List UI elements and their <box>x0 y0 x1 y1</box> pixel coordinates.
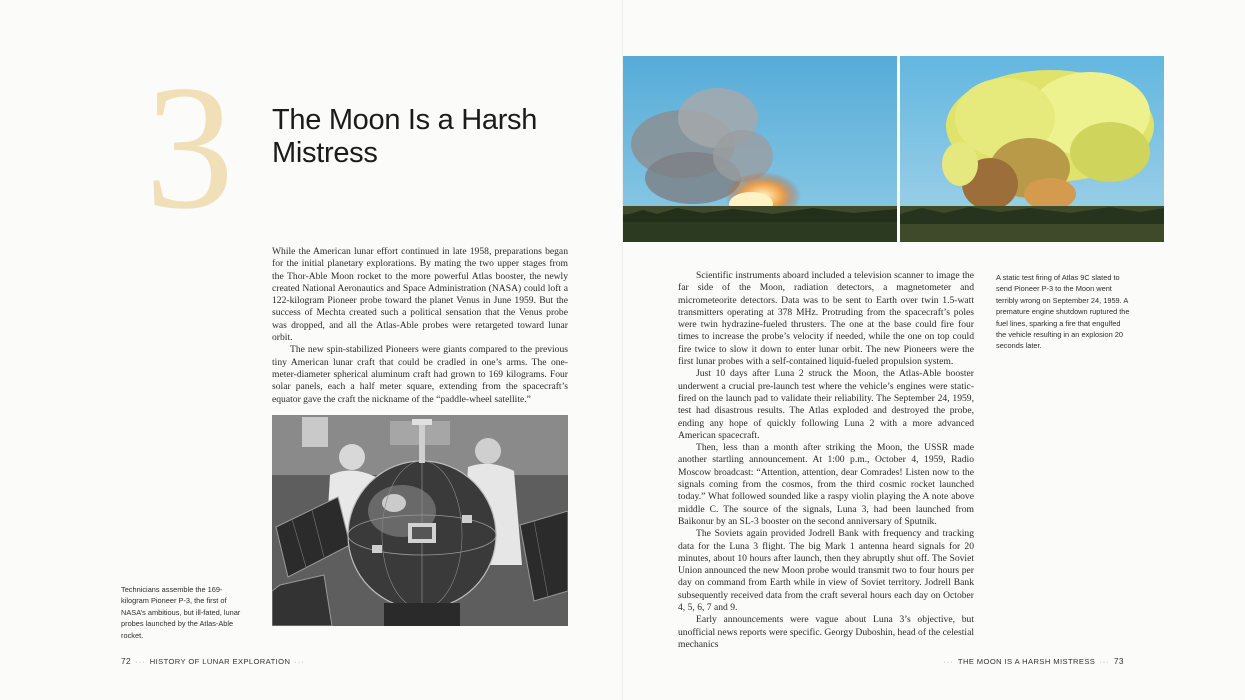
body-paragraph: The new spin-stabilized Pioneers were giants compared to the previous tiny American lunar craft that could be cradled in one’s arms. The one-meter-diameter spherical aluminum craft had grown to 169 kilograms. Four solar panels, each a half meter square, extending from the spacecraft’s equator gave the craft the nickname of the “paddle-wheel satellite.” <box>272 344 568 405</box>
running-head-right: THE MOON IS A HARSH MISTRESS <box>957 657 1096 666</box>
left-page-body <box>272 246 568 406</box>
pioneer-probe-photo <box>272 415 568 626</box>
right-folio <box>939 656 1124 666</box>
page-number-right: 73 <box>1113 656 1124 666</box>
probe-photo-caption: Technicians assemble the 169-kilogram Pioneer P-3, the first of NASA’s ambitious, but ill-fated, lunar probes launched by the Atlas-Able rocket. <box>121 585 241 640</box>
folio-dots: ··· <box>1099 657 1110 666</box>
folio-dots: ··· <box>135 657 146 666</box>
folio-dots: ··· <box>943 657 954 666</box>
atlas-fire-photo-1 <box>623 56 897 242</box>
atlas-explosion-image-2 <box>900 56 1164 242</box>
pioneer-probe-image <box>272 415 568 626</box>
body-paragraph: Just 10 days after Luna 2 struck the Moon, the Atlas-Able booster underwent a crucial pre-launch test where the vehicle’s engines were static-fired on the launch pad to validate their reliability. The September 24, 1959, test had disastrous results. The Atlas exploded and destroyed the probe, ending any hope of quickly following Luna 2 with a more advanced American spacecraft. <box>678 368 974 441</box>
left-folio <box>121 656 309 666</box>
page-number-left: 72 <box>121 656 132 666</box>
chapter-title: The Moon Is a Harsh Mistress <box>272 104 538 169</box>
right-page-body <box>678 270 974 651</box>
atlas-explosion-image-1 <box>623 56 897 242</box>
body-paragraph: The Soviets again provided Jodrell Bank with frequency and tracking data for the Luna 3 flight. The big Mark 1 antenna heard signals for 20 minutes, about 10 hours after launch, then they abruptly shut off. The Soviet Union announced the new Moon probe would transmit two to four hours per day on command from Earth while in view of Soviet territory. Jodrell Bank subsequently received data from the craft several hours each day on October 4, 5, 6, 7 and 9. <box>678 528 974 614</box>
body-paragraph: Then, less than a month after striking the Moon, the USSR made another startling announcement. At 1:00 p.m., October 4, 1959, Radio Moscow broadcast: “Attention, attention, dear Comrades! Listen now to the signals coming from the cosmos, from the third cosmic rocket launched today.” What followed sounded like a raspy violin playing the A note above middle C. The source of the signals, Luna 3, had been launched from Baikonur by an SL-3 booster on the second anniversary of Sputnik. <box>678 442 974 527</box>
chapter-number: 3 <box>145 48 234 246</box>
folio-dots: ··· <box>294 657 305 666</box>
atlas-photo-caption: A static test firing of Atlas 9C slated to send Pioneer P-3 to the Moon went terribly wrong on September 24, 1959. A premature engine shutdown ruptured the fuel lines, sparking a fire that engulfed the vehicle resulting in an explosion 20 seconds later. <box>996 273 1130 351</box>
atlas-fire-photo-2 <box>900 56 1164 242</box>
running-head-left: HISTORY OF LUNAR EXPLORATION <box>149 657 291 666</box>
body-paragraph: While the American lunar effort continued in late 1958, preparations began for the initial planetary explorations. By mating the two upper stages from the Thor-Able Moon rocket to the more powerful Atlas booster, the newly created National Aeronautics and Space Administration (NASA) could loft a 122-kilogram Pioneer probe toward the planet Venus in June 1959. But the success of Mechta created such a political sensation that the Venus probe was dropped, and all the Atlas-Able probes were retargeted toward lunar orbit. <box>272 246 568 344</box>
body-paragraph: Scientific instruments aboard included a television scanner to image the far side of the Moon, radiation detectors, a magnetometer and micrometeorite detectors. Data was to be sent to Earth over twin 1.5-watt transmitters operating at 378 MHz. Protruding from the spacecraft’s poles were twin hydrazine-fueled thrusters. The one at the base could fire four times to increase the probe’s velocity if needed, while the one on top could fire twice to slow it down to enter lunar orbit. The new Pioneers were the first lunar probes with a self-contained liquid-fueled propulsion system. <box>678 270 974 368</box>
body-paragraph: Early announcements were vague about Luna 3’s objective, but unofficial news reports were specific. Georgy Duboshin, head of the celestial mechanics <box>678 614 974 650</box>
